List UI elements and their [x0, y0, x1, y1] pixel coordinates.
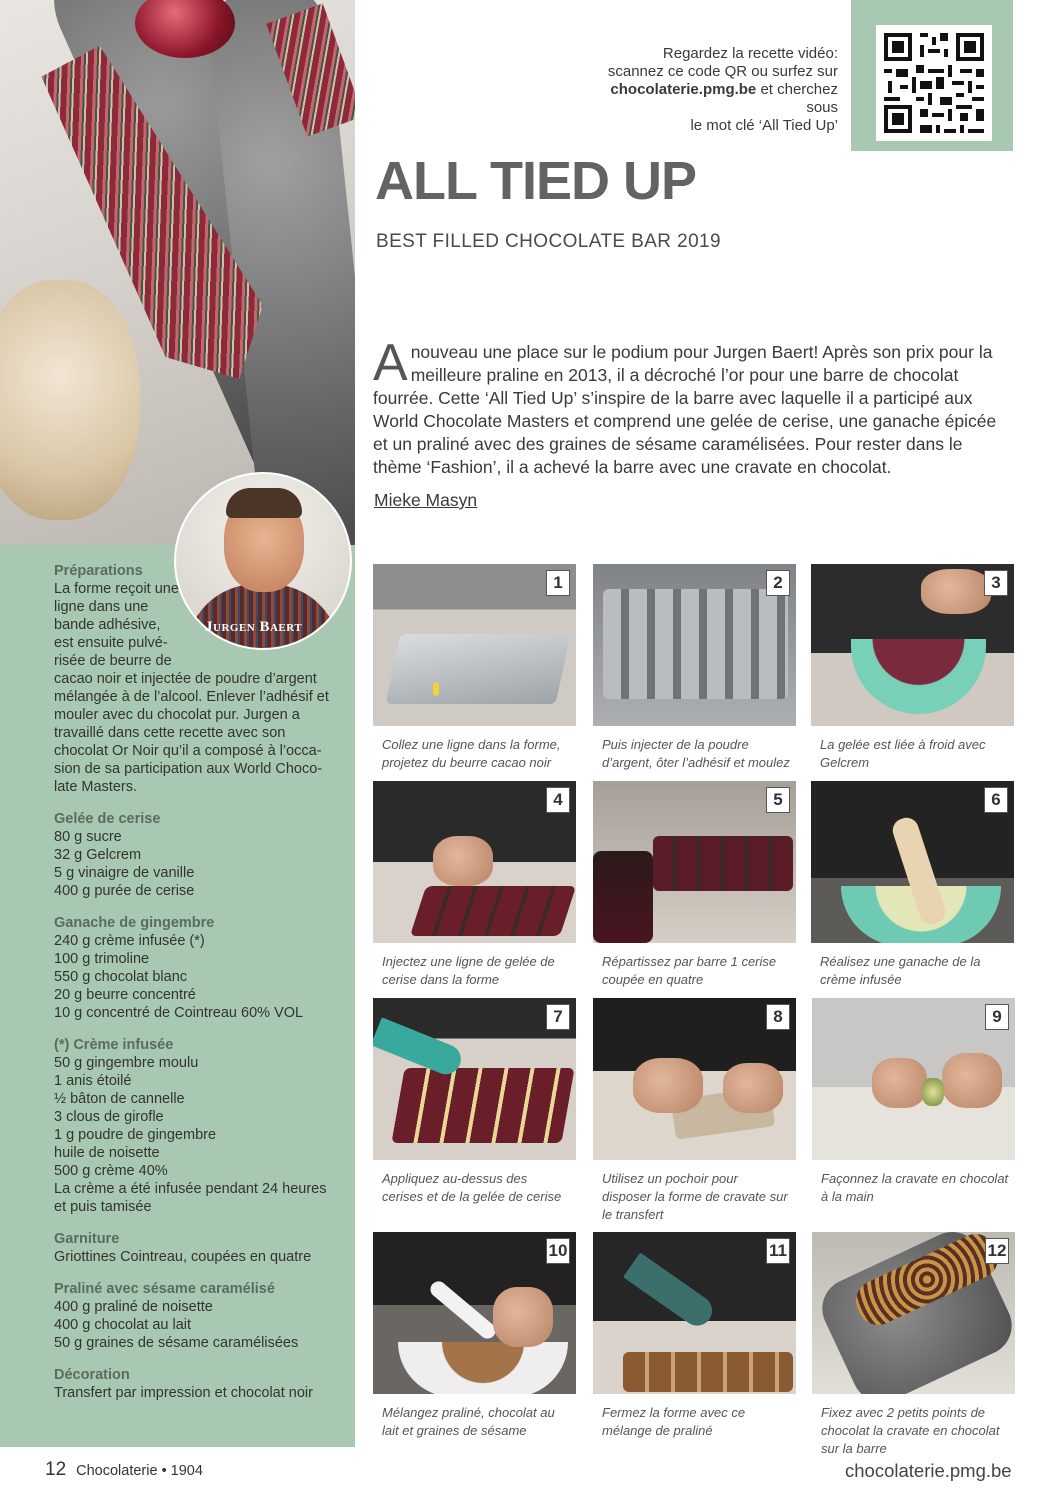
ingredient: 1 g poudre de gingembre	[54, 1127, 217, 1143]
section-title: Praliné avec sésame caramélisé	[54, 1281, 275, 1297]
step-photo	[373, 1232, 576, 1394]
step-12	[812, 1232, 1015, 1458]
ingredient: 3 clous de girofle	[54, 1109, 164, 1125]
step-caption: Injectez une ligne de gelée de cerise dans la forme	[382, 954, 555, 987]
article-title: ALL TIED UP	[375, 151, 697, 211]
step-photo	[593, 1232, 796, 1394]
ingredient: 32 g Gelcrem	[54, 847, 142, 863]
ingredient: 400 g purée de cerise	[54, 883, 195, 899]
mold	[410, 886, 576, 936]
step-5	[593, 781, 796, 989]
ingredient: 500 g crème 40%	[54, 1163, 168, 1179]
section-title: (*) Crème infusée	[54, 1037, 174, 1053]
ingredient: 400 g praliné de noisette	[54, 1299, 213, 1315]
step-number: 11	[766, 1238, 790, 1264]
step-photo	[373, 998, 576, 1160]
magazine-name: Chocolaterie • 1904	[76, 1463, 203, 1479]
text-line: ligne dans une	[54, 599, 149, 615]
drop-cap: A	[373, 334, 408, 392]
step-photo	[811, 781, 1014, 943]
mold	[391, 1068, 574, 1143]
step-6	[811, 781, 1014, 989]
ingredient: 5 g vinaigre de vanille	[54, 865, 195, 881]
hand	[723, 1063, 783, 1113]
qr-code-icon	[876, 25, 992, 141]
ingredient: 10 g concentré de Cointreau 60% VOL	[54, 1005, 304, 1021]
text-line: le mot clé ‘All Tied Up’	[690, 117, 838, 134]
intro-text: nouveau une place sur le podium pour Jurgen Baert! Après son prix pour la meilleure praline en 2013, il a décroché l’or pour une barre de chocolat fourrée. Cette ‘All Tied Up’ s’inspire de la barre avec laquelle il a participé aux World Chocolate Masters et comprend une gelée de cerise, une ganache épicée et un praliné avec des graines de sésame caramélisées. Pour rester dans le thème ‘Fashion’, il a achevé la barre avec une cravate en chocolat.	[373, 342, 997, 477]
page-number: 12	[45, 1459, 67, 1480]
step-10	[373, 1232, 576, 1440]
ingredient: 1 anis étoilé	[54, 1073, 132, 1089]
step-caption: Puis injecter de la poudre d’argent, ôter l’adhésif et moulez	[602, 737, 790, 770]
section-title: Ganache de gingembre	[54, 915, 215, 931]
ingredient: 550 g chocolat blanc	[54, 969, 188, 985]
hand	[433, 836, 493, 886]
ingredient: 80 g sucre	[54, 829, 122, 845]
text-line: La forme reçoit une	[54, 581, 179, 597]
step-number: 1	[546, 570, 570, 596]
step-caption: Mélangez praliné, chocolat au lait et graines de sésame	[382, 1405, 555, 1438]
step-number: 2	[766, 570, 790, 596]
preparations-section	[54, 562, 349, 796]
ingredient: La crème a été infusée pendant 24 heures	[54, 1181, 327, 1197]
mold	[653, 836, 793, 891]
step-1	[373, 564, 576, 772]
step-3	[811, 564, 1014, 772]
hand	[493, 1287, 553, 1347]
step-number: 8	[766, 1004, 790, 1030]
cherry-jar	[593, 851, 653, 943]
mold	[603, 589, 788, 699]
step-4	[373, 781, 576, 989]
step-photo	[593, 564, 796, 726]
ginger-root	[0, 280, 140, 520]
step-number: 10	[546, 1238, 570, 1264]
step-caption: Fermez la forme avec ce mélange de praliné	[602, 1405, 746, 1438]
article-intro	[373, 334, 1013, 479]
text-line: chocolat Or Noir qu’il a composé à l’occa-	[54, 743, 322, 759]
step-photo	[373, 781, 576, 943]
step-11	[593, 1232, 796, 1440]
step-photo	[373, 564, 576, 726]
recipe-text	[54, 562, 349, 1416]
step-number: 12	[985, 1238, 1009, 1264]
qr-link[interactable]: chocolaterie.pmg.be	[610, 81, 757, 98]
creme-section	[54, 1036, 349, 1216]
ingredient: 400 g chocolat au lait	[54, 1317, 192, 1333]
text-line: travaillé dans cette recette avec son	[54, 725, 286, 741]
step-7	[373, 998, 576, 1206]
text-line: cacao noir et injectée de poudre d’argent	[54, 671, 317, 687]
garniture-section	[54, 1230, 349, 1266]
ingredient: 100 g trimoline	[54, 951, 150, 967]
text-line: sion de sa participation aux World Choco-	[54, 761, 323, 777]
step-9	[812, 998, 1015, 1206]
text-line: late Masters.	[54, 779, 137, 795]
praline-section	[54, 1280, 349, 1352]
text-line	[578, 81, 838, 117]
hand	[921, 569, 991, 614]
hero-photo	[0, 0, 355, 545]
text-line-rest: et cherchez sous	[756, 81, 838, 116]
text-line: est ensuite pulvé-	[54, 635, 168, 651]
mold	[386, 634, 571, 704]
step-number: 6	[984, 787, 1008, 813]
step-number: 7	[546, 1004, 570, 1030]
ingredient: Transfert par impression et chocolat noir	[54, 1385, 313, 1401]
section-title: Décoration	[54, 1367, 130, 1383]
text-line: Regardez la recette vidéo:	[662, 45, 838, 62]
step-photo	[811, 564, 1014, 726]
hand	[872, 1058, 927, 1108]
section-title: Garniture	[54, 1231, 120, 1247]
footer-website[interactable]: chocolaterie.pmg.be	[845, 1460, 1012, 1481]
mold	[623, 1352, 793, 1392]
section-title: Gelée de cerise	[54, 811, 161, 827]
hand	[633, 1058, 703, 1113]
ingredient: huile de noisette	[54, 1145, 160, 1161]
hair	[226, 488, 302, 518]
article-subtitle: BEST FILLED CHOCOLATE BAR 2019	[376, 231, 721, 252]
ingredient: 20 g beurre concentré	[54, 987, 196, 1003]
step-number: 5	[766, 787, 790, 813]
step-caption: Appliquez au-dessus des cerises et de la gelée de cerise	[382, 1171, 562, 1204]
yellow-tape	[433, 682, 439, 696]
step-caption: Utilisez un pochoir pour disposer la forme de cravate sur le transfert	[602, 1171, 788, 1222]
ingredient: 240 g crème infusée (*)	[54, 933, 205, 949]
footer-left	[45, 1459, 203, 1481]
step-photo	[812, 998, 1015, 1160]
text-line: mélangée à de l’alcool. Enlever l’adhésif et	[54, 689, 329, 705]
step-2	[593, 564, 796, 772]
piping-bag	[623, 1252, 718, 1331]
ingredient: et puis tamisée	[54, 1199, 152, 1215]
step-number: 4	[546, 787, 570, 813]
step-number: 3	[984, 570, 1008, 596]
tie	[922, 1078, 944, 1106]
step-caption: Réalisez une ganache de la crème infusée	[820, 954, 981, 987]
step-caption: Façonnez la cravate en chocolat à la main	[821, 1171, 1009, 1204]
text-line: bande adhésive,	[54, 617, 161, 633]
ganache-section	[54, 914, 349, 1022]
decoration-section	[54, 1366, 349, 1402]
ingredient: 50 g gingembre moulu	[54, 1055, 199, 1071]
hand	[942, 1053, 1002, 1108]
spatula	[427, 1278, 499, 1342]
step-caption: Répartissez par barre 1 cerise coupée en quatre	[602, 954, 777, 987]
chef-name: Jurgen Baert	[205, 619, 303, 635]
text-line: risée de beurre de	[54, 653, 172, 669]
ingredient: ½ bâton de cannelle	[54, 1091, 185, 1107]
qr-code[interactable]	[876, 25, 992, 141]
step-photo	[812, 1232, 1015, 1394]
bowl	[851, 639, 986, 714]
step-photo	[593, 781, 796, 943]
step-caption: Fixez avec 2 petits points de chocolat la cravate en chocolat sur la barre	[821, 1405, 1000, 1456]
text-line: scannez ce code QR ou surfez sur	[607, 63, 838, 80]
ingredient: 50 g graines de sésame caramélisées	[54, 1335, 299, 1351]
section-title: Préparations	[54, 563, 143, 579]
step-caption: Collez une ligne dans la forme, projetez du beurre cacao noir	[382, 737, 561, 770]
ingredient: Griottines Cointreau, coupées en quatre	[54, 1249, 312, 1265]
text-line: mouler avec du chocolat pur. Jurgen a	[54, 707, 300, 723]
step-8	[593, 998, 796, 1224]
article-author[interactable]: Mieke Masyn	[374, 490, 478, 510]
qr-box	[851, 0, 1013, 151]
bowl	[398, 1342, 568, 1394]
qr-instructions	[578, 45, 838, 135]
gelee-section	[54, 810, 349, 900]
step-number: 9	[985, 1004, 1009, 1030]
step-photo	[593, 998, 796, 1160]
step-caption: La gelée est liée à froid avec Gelcrem	[820, 737, 986, 770]
